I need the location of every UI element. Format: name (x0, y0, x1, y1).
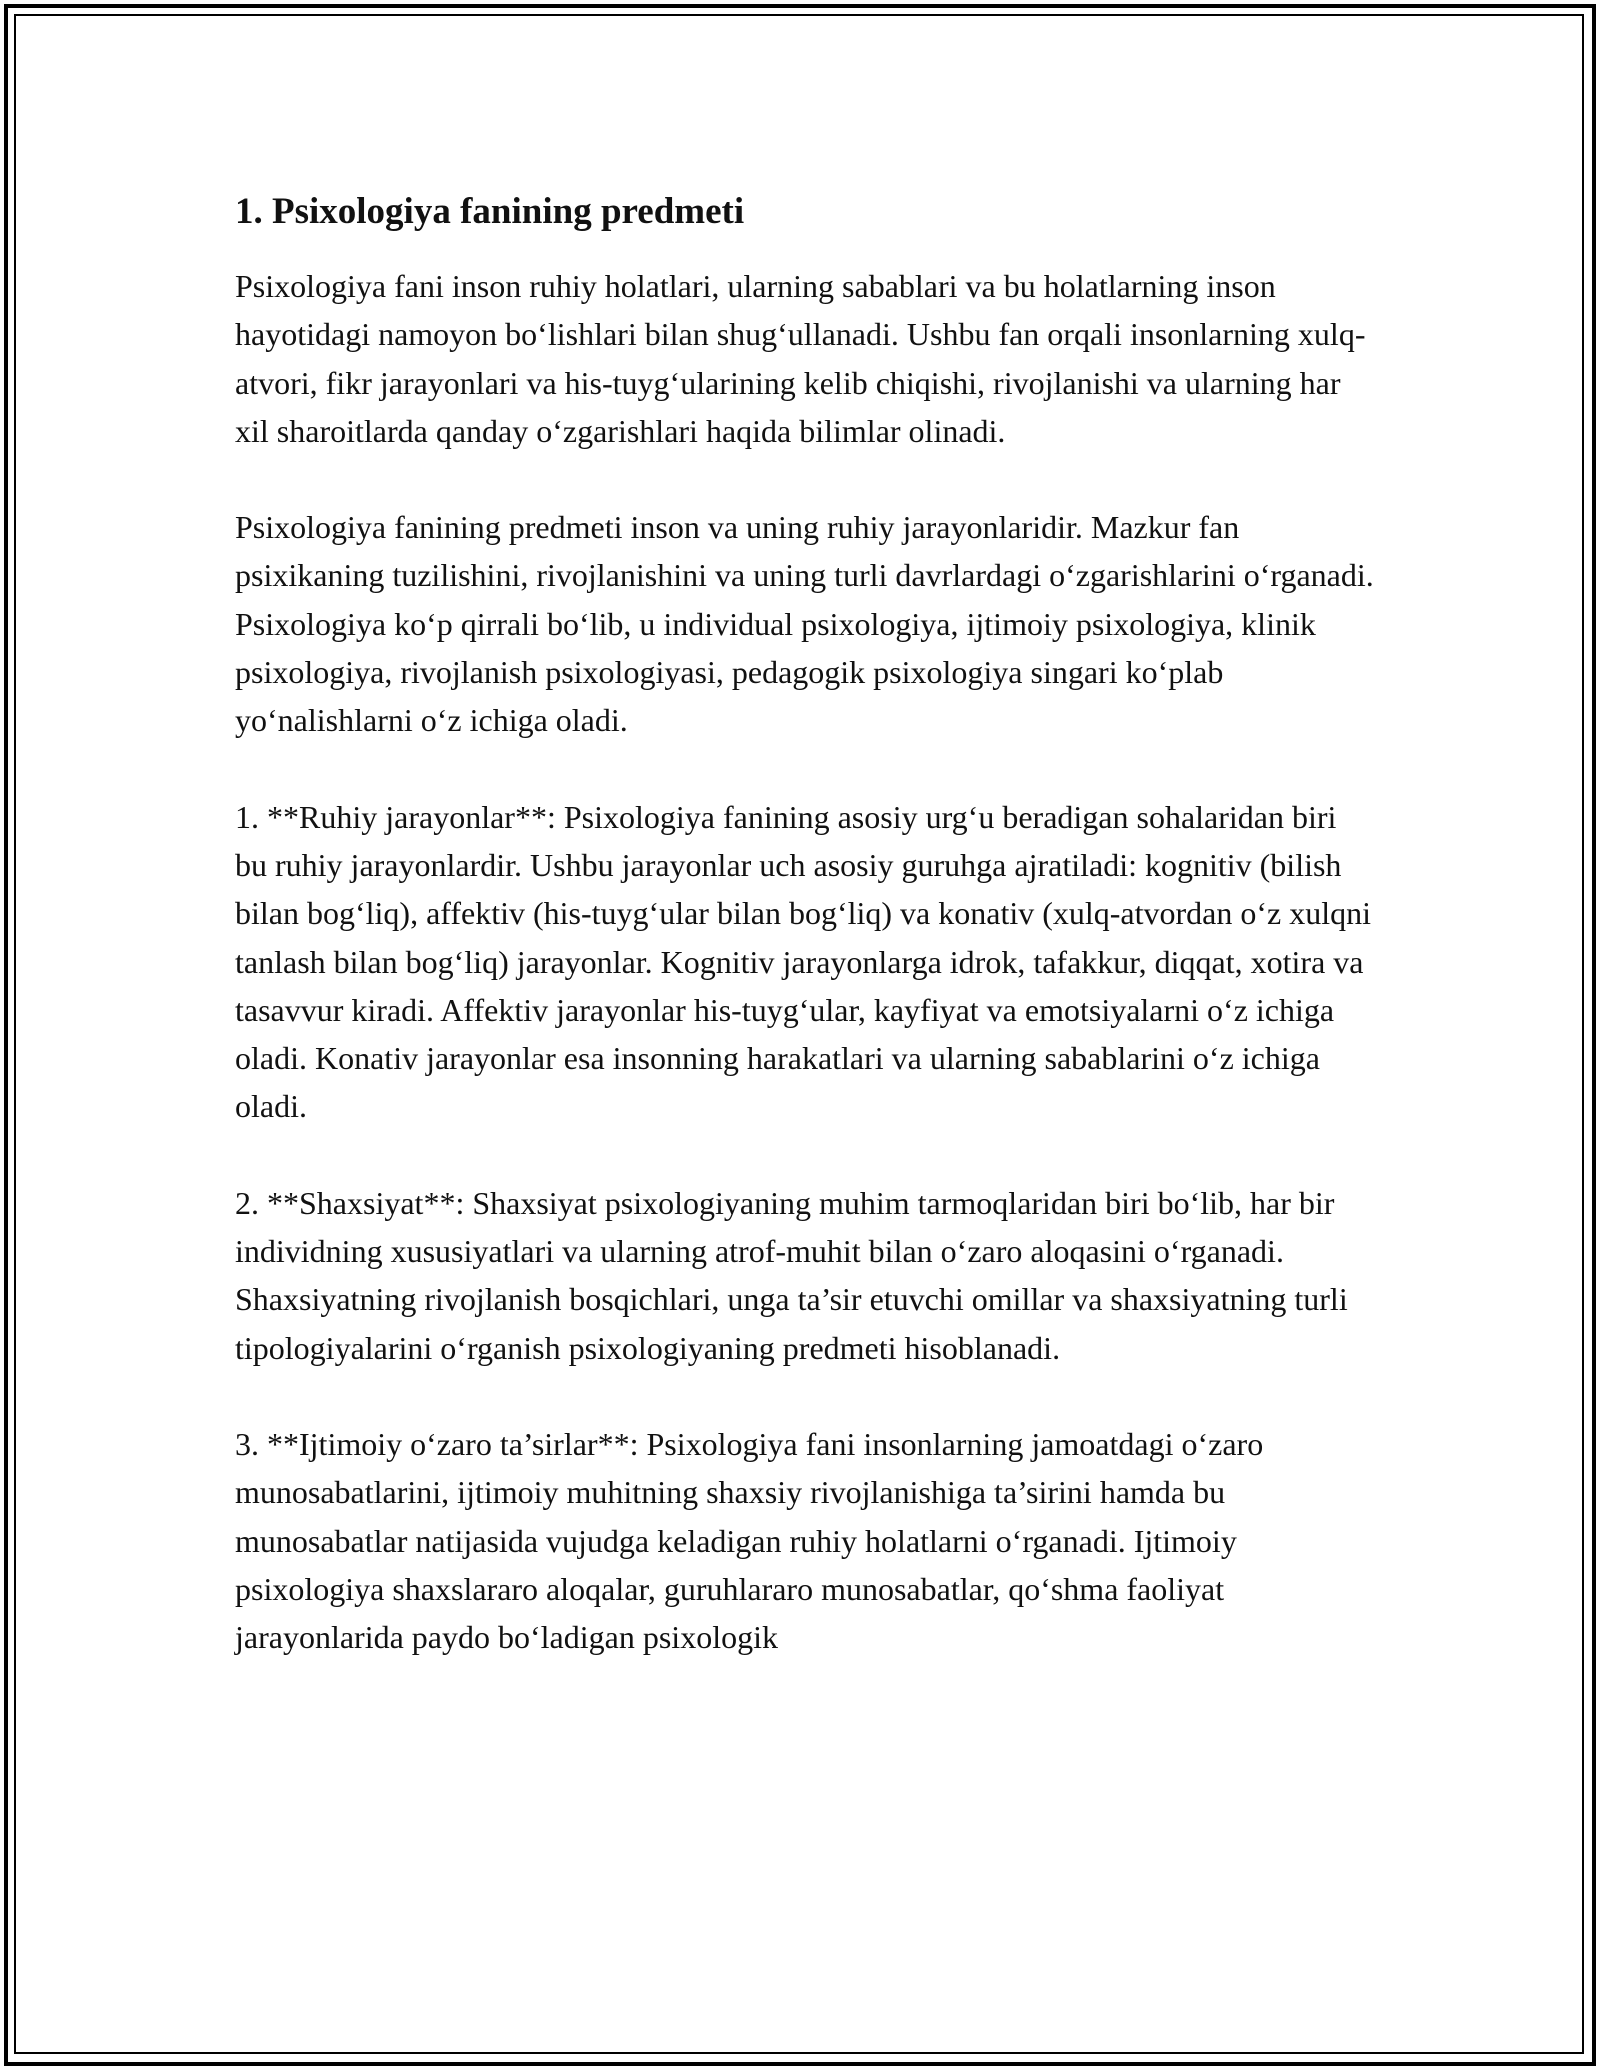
paragraph-subject: Psixologiya fanining predmeti inson va uning ruhiy jarayonlaridir. Mazkur fan psixikaning tuzilishini, rivojlanishini va uning turli davrlardagi o‘zgarishlarini o‘rganadi. Psixologiya ko‘p qirrali bo‘lib, u individual psixologiya, ijtimoiy psixologiya, klinik psixologiya, rivojlanish psixologiyasi, pedagogik psixologiya singari ko‘plab yo‘nalishlarni o‘z ichiga oladi. (235, 509, 1374, 739)
paragraph-mental-processes: 1. **Ruhiy jarayonlar**: Psixologiya fanining asosiy urg‘u beradigan sohalaridan biri bu ruhiy jarayonlardir. Ushbu jarayonlar uch asosiy guruhga ajratiladi: kognitiv (bilish bilan bog‘liq), affektiv (his-tuyg‘ular bilan bog‘liq) va konativ (xulq-atvordan o‘z xulqni tanlash bilan bog‘liq) jarayonlar. Kognitiv jarayonlarga idrok, tafakkur, diqqat, xotira va tasavvur kiradi. Affektiv jarayonlar his-tuyg‘ular, kayfiyat va emotsiyalarni o‘z ichiga oladi. Konativ jarayonlar esa insonning harakatlari va ularning sabablarini o‘z ichiga oladi. (235, 798, 1372, 1125)
document-body (235, 186, 1375, 1709)
section-heading: 1. Psixologiya fanining predmeti (235, 191, 745, 232)
paragraph-intro: Psixologiya fani inson ruhiy holatlari, ularning sabablari va bu holatlarning inson hayotidagi namoyon bo‘lishlari bilan shug‘ullanadi. Ushbu fan orqali insonlarning xulq-atvori, fikr jarayonlari va his-tuyg‘ularining kelib chiqishi, rivojlanishi va ularning har xil sharoitlarda qanday o‘zgarishlari haqida bilimlar olinadi. (235, 268, 1366, 449)
paragraph-personality: 2. **Shaxsiyat**: Shaxsiyat psixologiyaning muhim tarmoqlaridan biri bo‘lib, har bir individning xususiyatlari va ularning atrof-muhit bilan o‘zaro aloqasini o‘rganadi. Shaxsiyatning rivojlanish bosqichlari, unga ta’sir etuvchi omillar va shaxsiyatning turli tipologiyalarini o‘rganish psixologiyaning predmeti hisoblanadi. (235, 1184, 1348, 1366)
paragraph-social-interactions: 3. **Ijtimoiy o‘zaro ta’sirlar**: Psixologiya fani insonlarning jamoatdagi o‘zaro munosabatlarini, ijtimoiy muhitning shaxsiy rivojlanishiga ta’sirini hamda bu munosabatlar natijasida vujudga keladigan ruhiy holatlarni o‘rganadi. Ijtimoiy psixologiya shaxslararo aloqalar, guruhlararo munosabatlar, qo‘shma faoliyat jarayonlarida paydo bo‘ladigan psixologik (235, 1425, 1264, 1656)
